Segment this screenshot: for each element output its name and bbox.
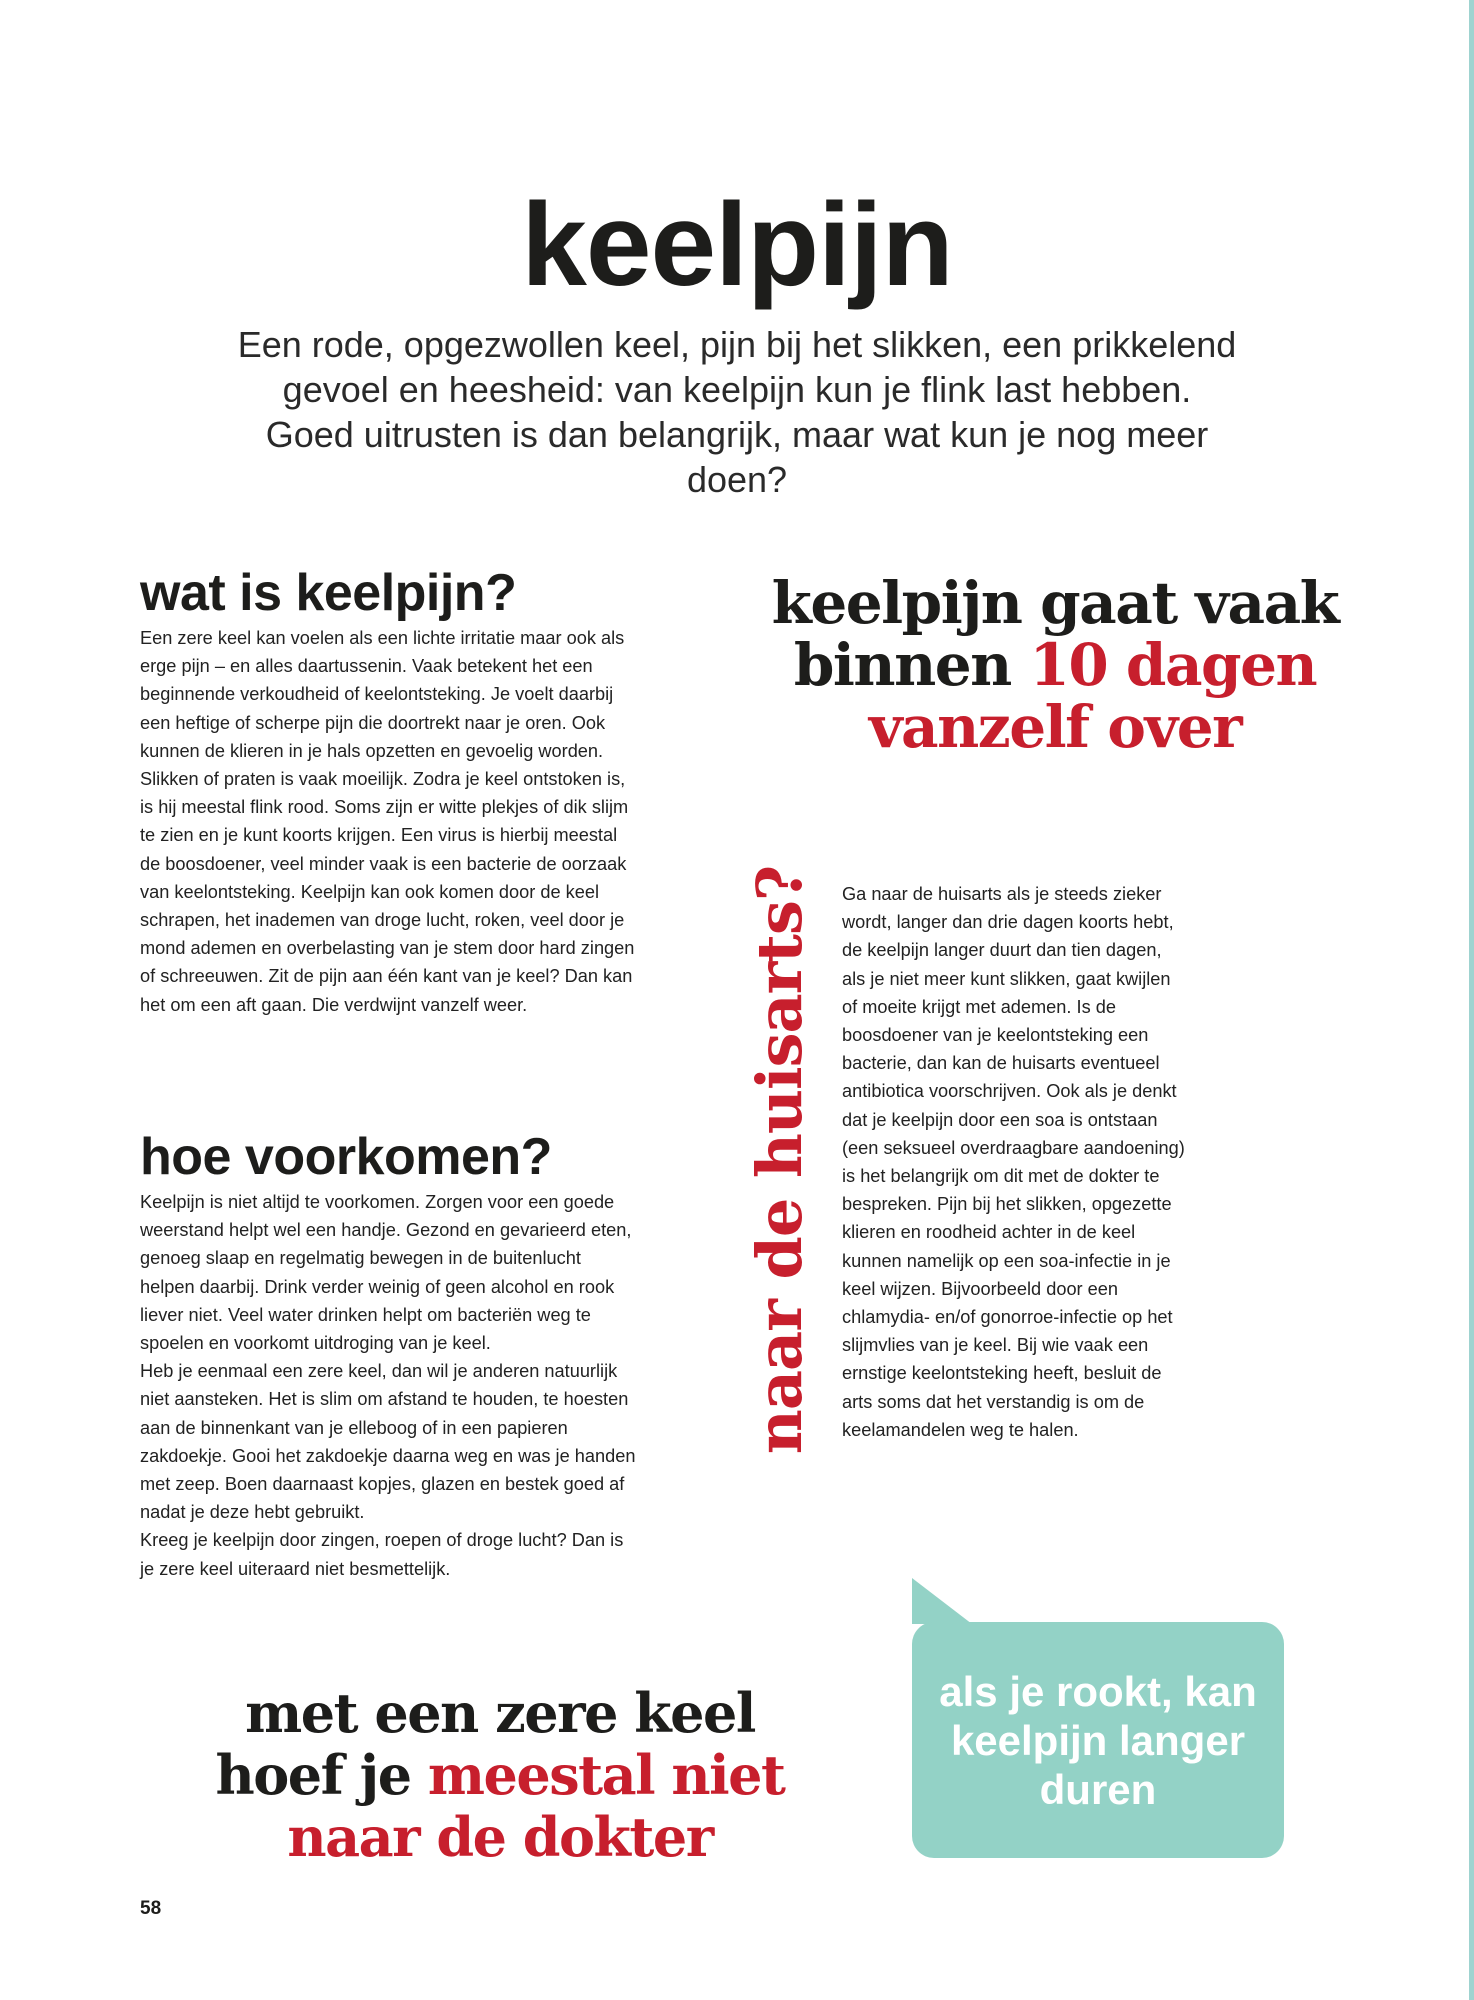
pull-quote-line [180,1744,820,1806]
body-paragraph: Ga naar de huisarts als je steeds zieker wordt, langer dan drie dagen koorts hebt, de keelpijn langer duurt dan tien dagen, als je niet meer kunt slikken, gaat kwijlen of moeite krijgt met ademen. Is de boosdoener van je keelontsteking een bacterie, dan kan de huisarts eventueel antibiotica voorschrijven. Ook als je denkt dat je keelpijn door een soa is ontstaan (een seksueel overdraagbare aandoening) is het belangrijk om dit met de dokter te bespreken. Pijn bij het slikken, opgezette klieren en roodheid achter in de keel kunnen namelijk op een soa-infectie in je keel wijzen. Bijvoorbeeld door een chlamydia- en/of gonorroe-infectie op het slijmvlies van je keel. Bij wie vaak een ernstige keelontsteking heeft, besluit de arts soms dat het verstandig is om de keelamandelen weg te halen. [842,884,1185,1440]
body-paragraph: Kreeg je keelpijn door zingen, roepen of droge lucht? Dan is je zere keel uiteraard niet besmettelijk. [140,1530,624,1579]
section-heading-what-is: wat is keelpijn? [140,564,517,622]
body-paragraph: Keelpijn is niet altijd te voorkomen. Zorgen voor een goede weerstand helpt wel een handje. Gezond en gevarieerd eten, genoeg slaap en regelmatig bewegen in de buitenlucht helpen daarbij. Drink verder weinig of geen alcohol en rook liever niet. Veel water drinken helpt om bacteriën weg te spoelen en voorkomt uitdroging van je keel. [140,1192,632,1354]
pull-quote-highlight: vanzelf over [868,693,1242,761]
pull-quote-ten-days [740,569,1370,761]
pull-quote-line: keelpijn gaat vaak [771,569,1339,637]
speech-bubble-text: als je rookt, kan keelpijn langer duren [939,1667,1257,1813]
pull-quote-highlight: meestal niet [427,1743,785,1807]
page-number: 58 [140,1898,162,1919]
section-heading-prevention: hoe voorkomen? [140,1128,552,1186]
pull-quote-doctor [180,1682,820,1868]
section-heading-doctor: naar de huisarts? [743,865,816,1455]
pull-quote-line: met een zere keel [245,1681,755,1745]
pull-quote-highlight: naar de dokter [287,1805,713,1869]
body-paragraph: Heb je eenmaal een zere keel, dan wil je anderen natuurlijk niet aansteken. Het is slim om afstand te houden, te hoesten aan de binnenkant van je elleboog of in een papieren zakdoekje. Gooi het zakdoekje daarna weg en was je handen met zeep. Boen daarnaast kopjes, glazen en bestek goed af nadat je deze hebt gebruikt. [140,1361,636,1523]
pull-quote-highlight: 10 dagen [1029,631,1317,699]
vertical-heading-wrapper [735,815,825,1505]
speech-bubble [912,1622,1284,1858]
pull-quote-dark: hoef je [215,1743,411,1807]
pull-quote-dark: binnen [793,631,1011,699]
page-title: keelpijn [521,179,953,311]
intro-text: Een rode, opgezwollen keel, pijn bij het slikken, een prikkelend gevoel en heesheid: van keelpijn kun je flink last hebben. Goed uitrusten is dan belangrijk, maar wat kun je nog meer doen? [237,324,1237,500]
pull-quote-line [740,631,1370,699]
speech-bubble-tail [912,1578,972,1624]
body-paragraph: Een zere keel kan voelen als een lichte irritatie maar ook als erge pijn – en alles daartussenin. Vaak betekent het een beginnende verkoudheid of keelontsteking. Je voelt daarbij een heftige of scherpe pijn die doortrekt naar je oren. Ook kunnen de klieren in je hals opzetten en gevoelig worden. Slikken of praten is vaak moeilijk. Zodra je keel ontstoken is, is hij meestal flink rood. Soms zijn er witte plekjes of dik slijm te zien en je kunt koorts krijgen. Een virus is hierbij meestal de boosdoener, veel minder vaak is een bacterie de oorzaak van keelontsteking. Keelpijn kan ook komen door de keel schrapen, het inademen van droge lucht, roken, veel door je mond ademen en overbelasting van je stem door hard zingen of schreeuwen. Zit de pijn aan één kant van je keel? Dan kan het om een aft gaan. Die verdwijnt vanzelf weer. [140,628,635,1015]
section-body-what-is [140,624,640,1019]
section-body-prevention [140,1188,640,1583]
section-body-doctor [842,880,1187,1444]
